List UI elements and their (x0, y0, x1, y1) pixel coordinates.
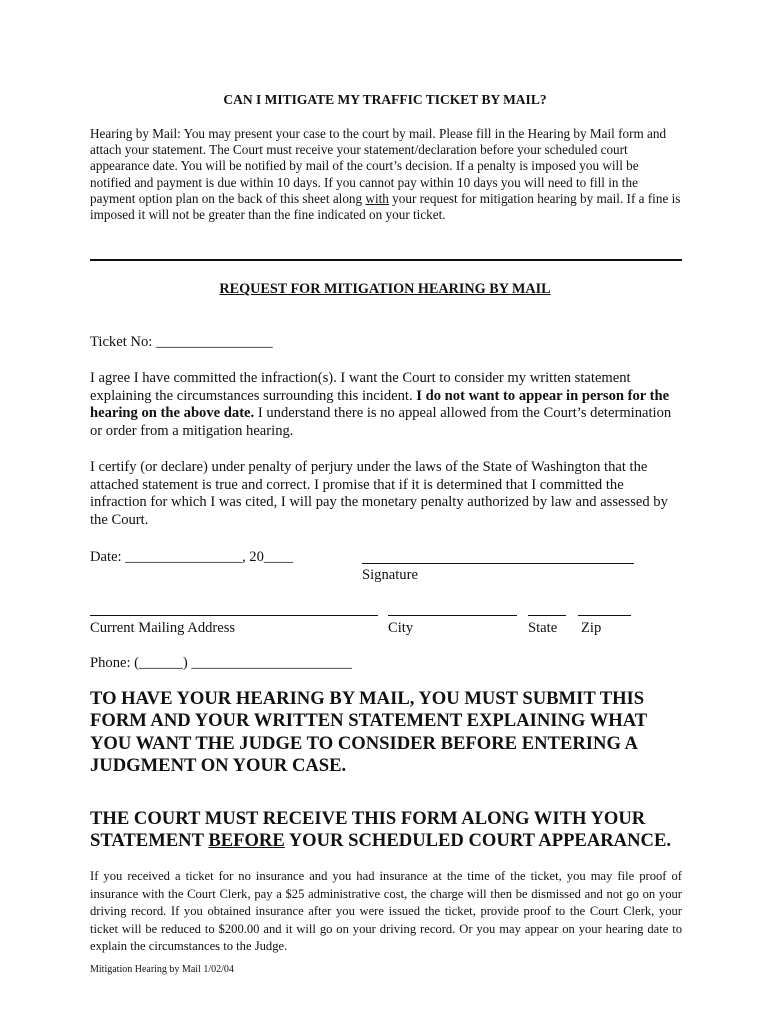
signature-line[interactable] (362, 563, 634, 564)
intro-underlined-word: with (365, 190, 389, 206)
phone-field[interactable]: Phone: (______) ______________________ (90, 655, 352, 671)
agreement-paragraph (90, 370, 682, 440)
city-label: City (388, 620, 414, 636)
ticket-number-field[interactable]: Ticket No: ________________ (90, 334, 273, 350)
agreement-text-2: I understand there is no appeal allowed from the Court’s determination or order from a mitigation hearing. (90, 405, 672, 439)
intro-paragraph (90, 126, 682, 223)
state-line[interactable] (528, 615, 566, 616)
hearing-by-mail-notice: TO HAVE YOUR HEARING BY MAIL, YOU MUST SUBMIT THIS FORM AND YOUR WRITTEN STATEMENT EXPLAINING WHAT YOU WANT THE JUDGE TO CONSIDER BEFORE ENTERING A JUDGMENT ON YOUR CASE. (90, 688, 647, 777)
date-field[interactable]: Date: ________________, 20____ (90, 549, 294, 565)
agreement-bold-text: I do not want to appear in person for the hearing on the above date. (90, 387, 670, 422)
certification-paragraph: I certify (or declare) under penalty of perjury under the laws of the State of Washington that the attached statement is true and correct. I promise that if it is determined that I committed the infraction for which I was cited, I will pay the monetary penalty authorized by law and assessed by the Court. (90, 459, 668, 528)
intro-text-2: your request for mitigation hearing by mail. If a fine is imposed it will not be greater than the fine indicated on your ticket. (90, 190, 681, 223)
footer-text: Mitigation Hearing by Mail 1/02/04 (90, 964, 234, 975)
mailing-address-line[interactable] (90, 615, 378, 616)
mailing-address-label: Current Mailing Address (90, 620, 236, 636)
form-title: REQUEST FOR MITIGATION HEARING BY MAIL (219, 281, 551, 297)
agreement-text-1: I agree I have committed the infraction(s). I want the Court to consider my written statement explaining the circumstances surrounding this incident. (90, 370, 631, 404)
zip-label: Zip (581, 620, 602, 636)
court-receipt-text-2: YOUR SCHEDULED COURT APPEARANCE. (284, 830, 672, 852)
court-receipt-underlined: BEFORE (208, 830, 285, 852)
zip-line[interactable] (578, 615, 631, 616)
page-title: CAN I MITIGATE MY TRAFFIC TICKET BY MAIL? (223, 92, 547, 107)
court-receipt-text-1: THE COURT MUST RECEIVE THIS FORM ALONG WITH YOUR STATEMENT (90, 808, 646, 852)
insurance-paragraph: If you received a ticket for no insurance and you had insurance at the time of the ticket, you may file proof of insurance with the Court Clerk, pay a $25 administrative cost, the charge will then be dismissed and not go on your driving record. If you obtained insurance after you were issued the ticket, provide proof to the Court Clerk, your ticket will be reduced to $200.00 and it will go on your driving record. Or you may appear on your hearing date to explain the circumstances to the Judge. (90, 869, 682, 953)
court-receipt-notice (90, 808, 690, 853)
signature-label: Signature (362, 567, 418, 583)
intro-text-1: Hearing by Mail: You may present your case to the court by mail. Please fill in the Hearing by Mail form and attach your statement. The Court must receive your statement/declaration before your scheduled court appearance date. You will be notified by mail of the court’s decision. If a penalty is imposed you will be notified and payment is due within 10 days. If you cannot pay within 10 days you will need to fill in the payment option plan on the back of this sheet along (90, 126, 667, 206)
section-divider (90, 259, 682, 261)
state-label: State (528, 620, 558, 636)
city-line[interactable] (388, 615, 517, 616)
